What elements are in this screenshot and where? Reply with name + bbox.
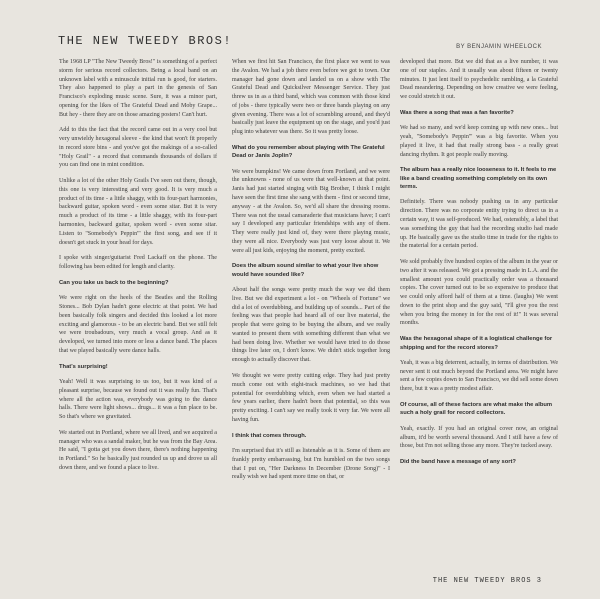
body-paragraph: When we first hit San Francisco, the first place we went to was the Avalon. We had a job there even before we got to town. Our manager had gone down and landed us on a show with The Grateful Dead and Quicksilver Messenger Service. They just threw us in as a third band, which was common with those kind of jobs - there typically were two or three bands playing on any given evening. There was a lot of scrambling around, and they'd basically just leave the equipment up on the stage, and you'd just plug into whatever was there. So it was pretty loose. — [232, 59, 390, 136]
body-paragraph: Yeah, it was a big deterrent, actually, in terms of distribution. We never sent it out much beyond the Portland area. We might have sent a few copies down to San Francisco, we did sell some down there, but it was a pretty modest affair. — [400, 359, 558, 393]
body-paragraph: developed that more. But we did that as a live number, it was one of our staples. And it usually was about fifteen or twenty minutes. It just lent itself to psychedelic rambling, a la Grateful Dead meandering. Depending on how creative we were feeling, we could stretch it out. — [400, 59, 558, 101]
article-title: THE NEW TWEEDY BROS! — [58, 34, 233, 48]
body-paragraph: We thought we were pretty cutting edge. They had just pretty much come out with eight-track machines, so we had that potential for overdubbing which, even when we had started a few years earlier, there hadn't been that potential, so this was pretty exciting. I can't say we really took it very far. We were all having fun. — [232, 373, 390, 423]
body-paragraph: We had so many, and we'd keep coming up with new ones... but yeah, "Somebody's Peppin'" was a big favorite. When you played it live, it had that really strong bass - a really great dancing rhythm. It got people really moving. — [400, 125, 558, 158]
body-paragraph: Add to this the fact that the record came out in a very cool but very unwieldy hexagonal sleeve - the kind that won't fit properly in record store bins - and you've got the makings of a so-called "Holy Grail" - a record that commands thousands of dollars if you can find one in mint condition. — [59, 127, 217, 169]
page-footer: THE NEW TWEEDY BROS 3 — [432, 577, 542, 585]
text-column-3 — [400, 58, 558, 566]
body-paragraph: Yeah, exactly. If you had an original cover now, an original album, it'd be worth several thousand. And I still have a few of those, but I'm not selling those any more. They're tucked away. — [400, 425, 558, 450]
article-byline: BY BENJAMIN WHEELOCK — [456, 44, 542, 50]
interview-question: Of course, all of these factors are what make the album such a holy grail for record collectors. — [400, 402, 553, 417]
interview-question: I think that comes through. — [232, 432, 307, 439]
body-paragraph: The 1968 LP "The New Tweedy Bros!" is something of a perfect storm for serious record collectors. Being a local band on an unknown label with a minuscule initial run is good, for starters. They also happened to play a part in the genesis of San Francisco's exploding music scene. Sure, it was a minor part, opening for the likes of The Grateful Dead and Moby Grape... But hey - there they are on those amazing posters! Can't hurt. — [59, 59, 217, 118]
body-paragraph: Unlike a lot of the other Holy Grails I've seen out there, though, this one is very interesting and very good. It is very much a product of its time - a little shaggy, with its four-part harmonies, backward guitar, spoken word - even some sitar. But it is very much a product of its time - a little shaggy, with its four-part harmonies, backward guitar, spoken word - even some sitar. Listen to "Somebody's Peppin'" the first song, and see if it doesn't get stuck in your head for days. — [59, 178, 217, 246]
body-paragraph: About half the songs were pretty much the way we did them live. But we did experiment a lot - on "Wheels of Fortune" we did a lot of overdubbing, and building up of sounds... Part of the feeling was that people had heard all of our live material, the people that were going to be buying the album, and we really wanted to present them with something different than what we had been doing live. Whether we would have tried to do those things live later on, I don't know. We didn't stick together long enough to actually discover that. — [232, 287, 390, 364]
body-paragraph: Definitely. There was nobody pushing us in any particular direction. There was no corporate entity trying to direct us in a certain way, it was self-produced. We had, ostensibly, a label that was something the guy that had the recording studio had made up. He basically gave us the studio time in trade for the rights to the material for a certain period. — [400, 199, 558, 250]
interview-question: The album has a really nice looseness to it. It feels to me like a band creating something completely on its own terms. — [400, 167, 557, 191]
interview-question: What do you remember about playing with The Grateful Dead or Janis Joplin? — [232, 144, 385, 160]
body-paragraph: I'm surprised that it's still as listenable as it is. Some of them are frankly pretty embarrassing, but I'm humbled on the two songs that I put on, "Her Darkness In December (Drone Song)" - I really wish we had spent more time on that, or — [232, 447, 390, 481]
body-paragraph: We were right on the heels of the Beatles and the Rolling Stones... Bob Dylan hadn't gone electric at that point. We had been basically folk singers and decided this looked a lot more exciting and glamorous - to be an electric band. But we still felt we were troubadours, very much a vocal group. And as it developed, we turned into more or less a dance band. The places that we played basically were dance halls. — [59, 295, 217, 354]
interview-question: Did the band have a message of any sort? — [400, 459, 516, 466]
interview-question: Was there a song that was a fan favorite? — [400, 109, 514, 116]
body-paragraph: Yeah! Well it was surprising to us too, but it was kind of a pleasant surprise, because we found out it was really fun. That's where all the action was, everybody was going to the dance halls. There were light shows... drugs... it was a fun place to be. So that's where we gravitated. — [59, 378, 217, 421]
interview-question: Does the album sound similar to what your live show would have sounded like? — [232, 263, 379, 278]
body-paragraph: We started out in Portland, where we all lived, and we acquired a manager who was a sandal maker, but he was from the Bay Area. He said, "I gotta get you down there, there's nothing happening in Portland." So he basically just rounded us up and drove us all down there, and we found a place to live. — [59, 429, 217, 471]
text-column-2 — [232, 58, 390, 566]
interview-question: Was the hexagonal shape of it a logistical challenge for shipping and for the record stores? — [400, 336, 553, 351]
body-paragraph: I spoke with singer/guitarist Fred Lackaff on the phone. The following has been edited for length and clarity. — [59, 255, 217, 271]
interview-question: That's surprising! — [59, 363, 108, 370]
text-column-1 — [59, 58, 217, 566]
interview-question: Can you take us back to the beginning? — [59, 279, 169, 286]
body-paragraph: We sold probably five hundred copies of the album in the year or two after it was released. We got a pressing made in L.A. and the smallest amount you could practically order was a thousand copies. The cover turned out to be so expensive to produce that we could only afford half of them at a time. (laughs) We went down to the print shop and the guy said, "I'll give you the rest when you bring the money in for the rest of it!" It was several months. — [400, 259, 558, 327]
body-paragraph: We were bumpkins! We came down from Portland, and we were the unknowns - none of us were that well-known at that point. Janis had just started singing with Big Brother, I think I might have seen the first time she sang with them - first or second time, anyway - at the Avalon. So, we'd all share the dressing rooms. There was not the usual camaraderie that musicians have; I can't say I developed any particular friendships with any of them. They were really just kind of, they were there playing music, they were all nice. Everybody was just very loose about it. We were all just kids, enjoying the moment, pretty excited. — [232, 168, 390, 254]
